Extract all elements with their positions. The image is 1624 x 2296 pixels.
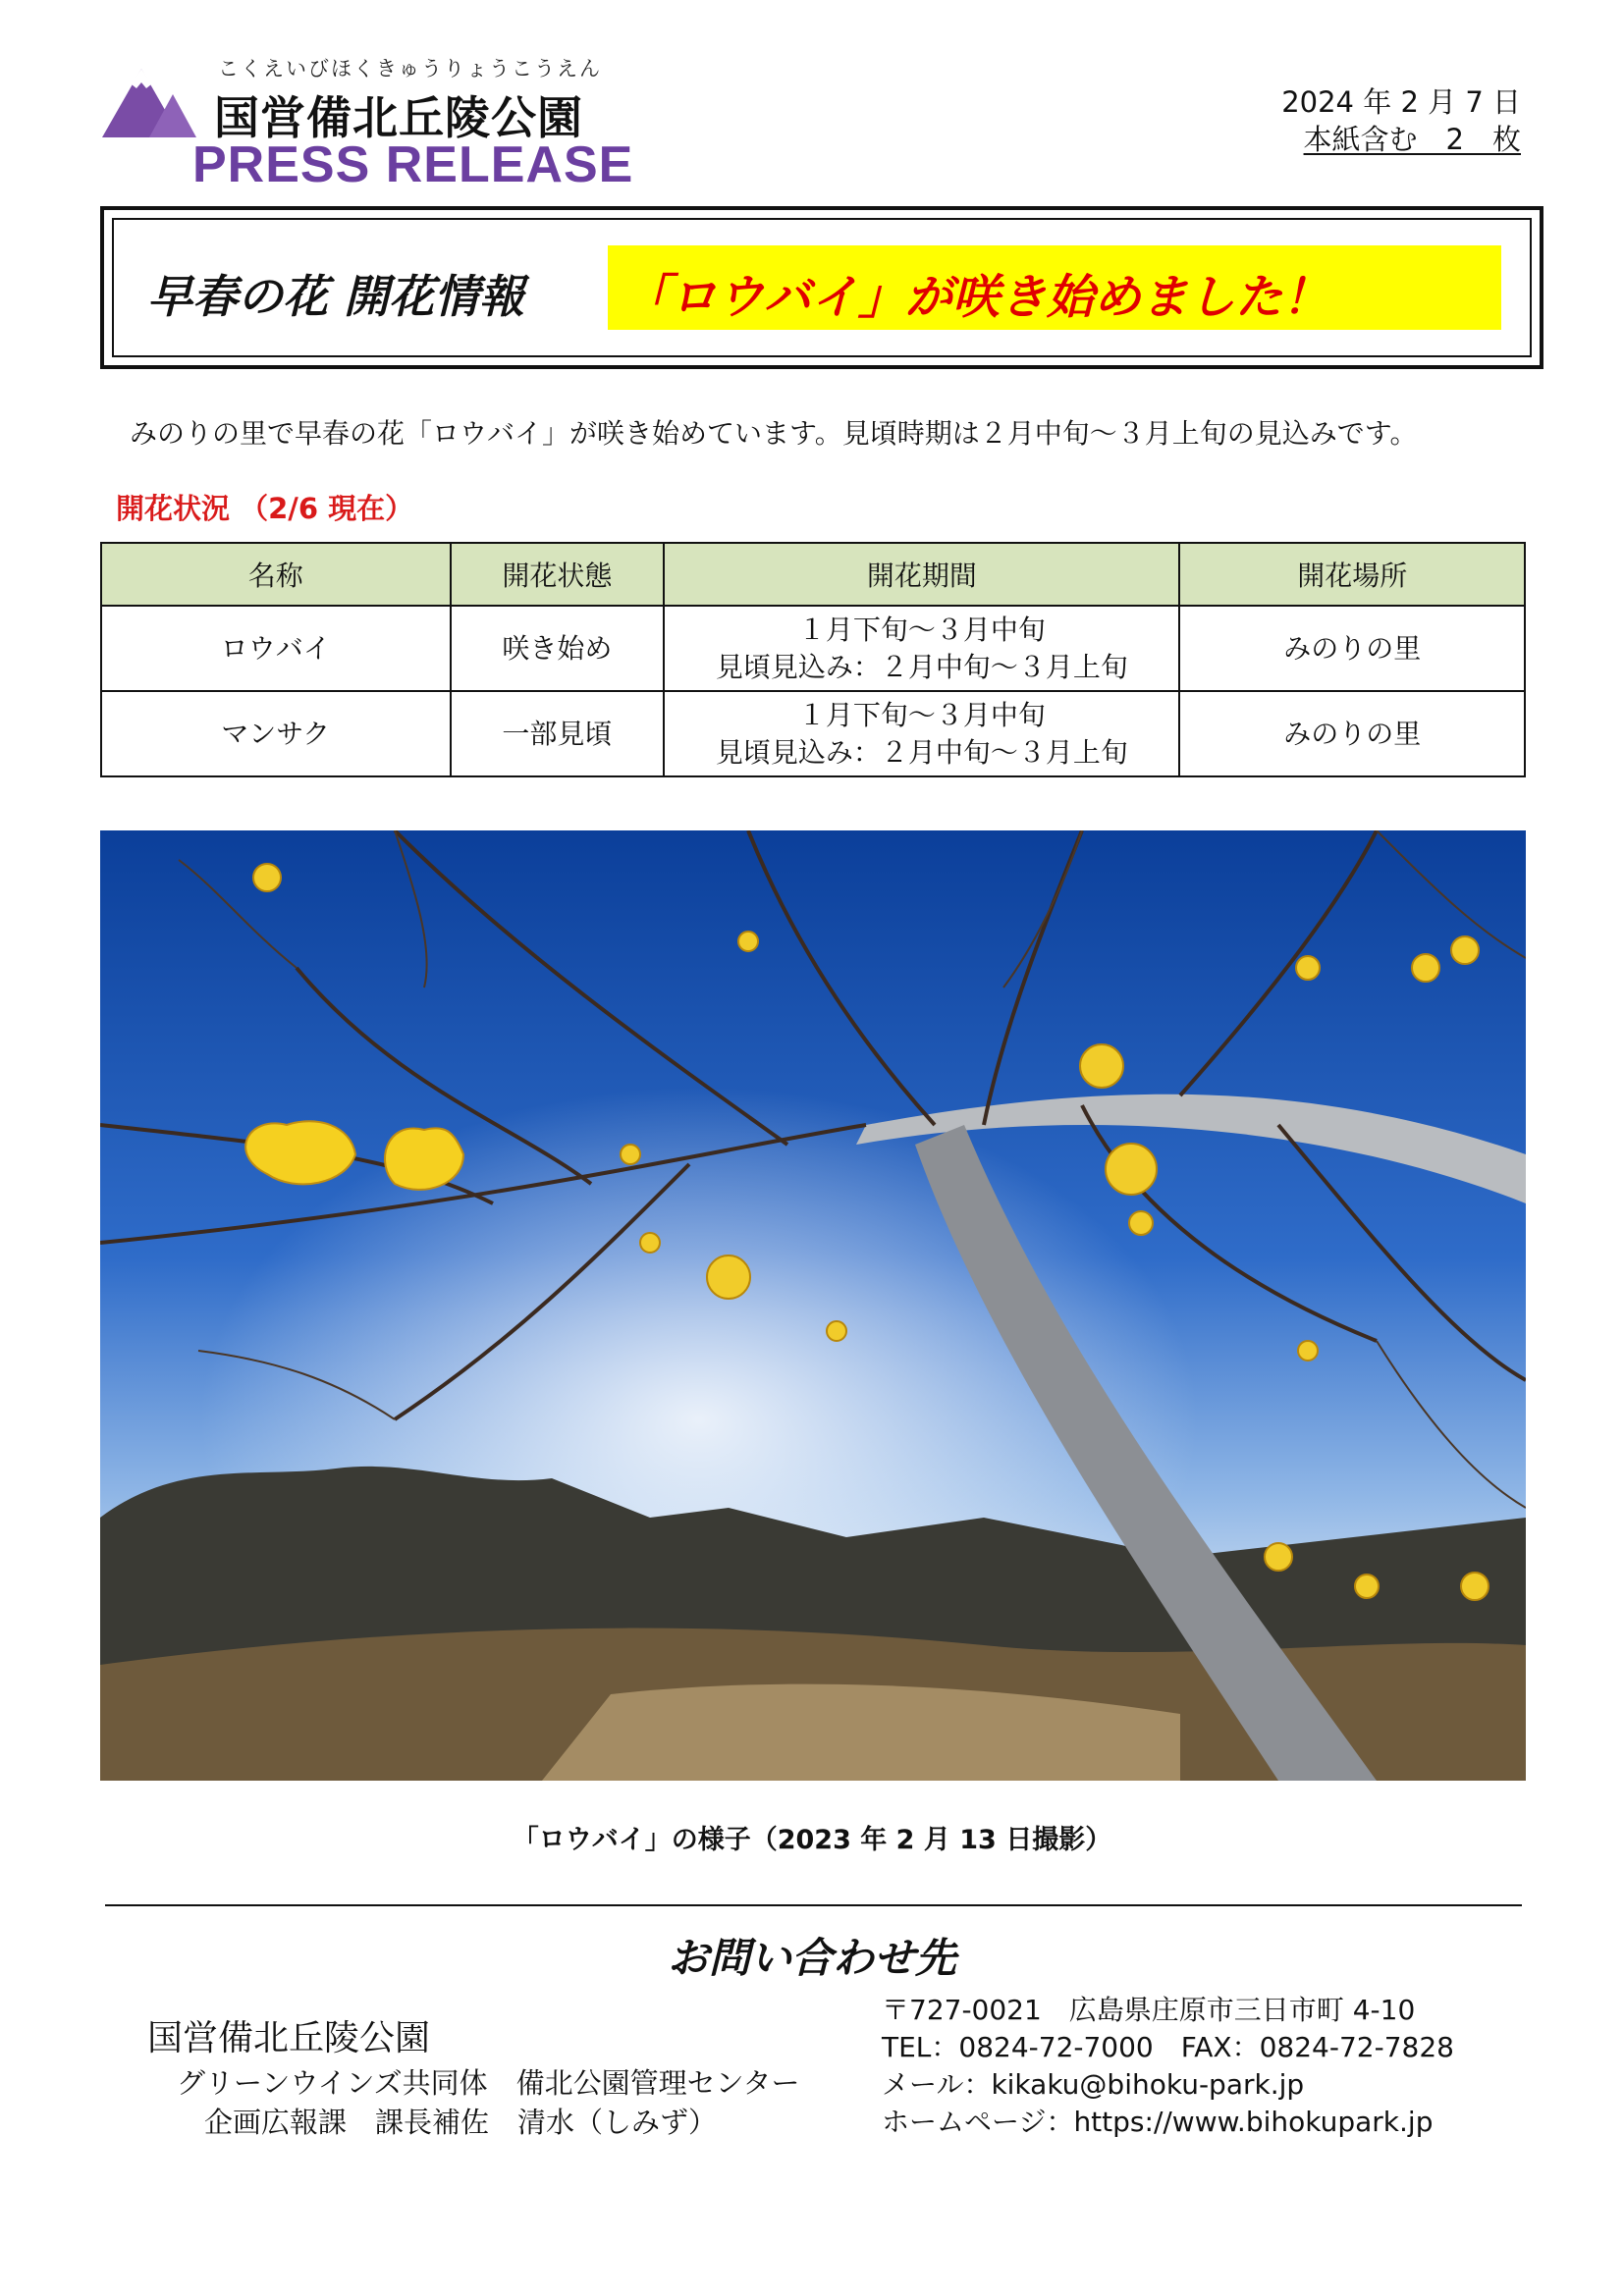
title-prefix: 早春の花 開花情報 xyxy=(147,270,525,323)
title-headline: 「ロウバイ」が咲き始めました！ xyxy=(623,270,1330,325)
cell-name: ロウバイ xyxy=(101,606,451,691)
column-header-state: 開花状態 xyxy=(451,543,665,606)
bloom-status-heading: 開花状況 （2/6 現在） xyxy=(116,492,414,525)
page-count: 本紙含む 2 枚 xyxy=(1303,123,1521,156)
park-name-furigana: こくえいびほくきゅうりょうこうえん xyxy=(218,57,602,80)
cell-period-line: 見頃見込み：２月中旬〜３月上旬 xyxy=(715,735,1128,769)
cell-period-line: １月下旬〜３月中旬 xyxy=(797,698,1046,731)
table-row xyxy=(101,606,1525,691)
title-box xyxy=(100,206,1543,369)
contact-organization: 国営備北丘陵公園 xyxy=(147,2018,431,2058)
cell-state: 一部見頃 xyxy=(451,691,665,776)
contact-group: グリーンウインズ共同体 備北公園管理センター xyxy=(177,2066,800,2100)
table-row xyxy=(101,691,1525,776)
column-header-place: 開花場所 xyxy=(1179,543,1525,606)
contact-address: 〒727-0021 広島県庄原市三日市町 4-10 xyxy=(882,1994,1416,2026)
intro-paragraph: みのりの里で早春の花「ロウバイ」が咲き始めています。見頃時期は２月中旬〜３月上旬の見込みです。 xyxy=(130,417,1418,450)
cell-name: マンサク xyxy=(101,691,451,776)
press-release-label: PRESS RELEASE xyxy=(192,136,634,193)
cell-place: みのりの里 xyxy=(1179,606,1525,691)
contact-heading: お問い合わせ先 xyxy=(667,1934,956,1982)
table-header-row xyxy=(101,543,1525,606)
park-logo-mountain-icon xyxy=(102,65,196,137)
contact-divider xyxy=(105,1904,1522,1906)
release-date: 2024 年 2 月 7 日 xyxy=(1281,85,1521,119)
photo-caption: 「ロウバイ」の様子（2023 年 2 月 13 日撮影） xyxy=(512,1825,1112,1855)
cell-period-line: １月下旬〜３月中旬 xyxy=(797,613,1046,646)
bloom-status-table xyxy=(100,542,1526,777)
column-header-name: 名称 xyxy=(101,543,451,606)
contact-website-link[interactable]: ホームページ：https://www.bihokupark.jp xyxy=(882,2106,1434,2138)
roubai-photo xyxy=(100,830,1526,1781)
column-header-period: 開花期間 xyxy=(664,543,1179,606)
cell-period xyxy=(664,606,1179,691)
cell-place: みのりの里 xyxy=(1179,691,1525,776)
cell-state: 咲き始め xyxy=(451,606,665,691)
park-name-logo-text: 国営備北丘陵公園 xyxy=(214,91,583,144)
contact-phone-fax: TEL：0824-72-7000 FAX：0824-72-7828 xyxy=(882,2031,1454,2063)
contact-person: 企画広報課 課長補佐 清水（しみず） xyxy=(204,2106,718,2139)
contact-email-link[interactable]: メール：kikaku@bihoku-park.jp xyxy=(882,2068,1305,2101)
cell-period-line: 見頃見込み：２月中旬〜３月上旬 xyxy=(715,650,1128,683)
cell-period xyxy=(664,691,1179,776)
